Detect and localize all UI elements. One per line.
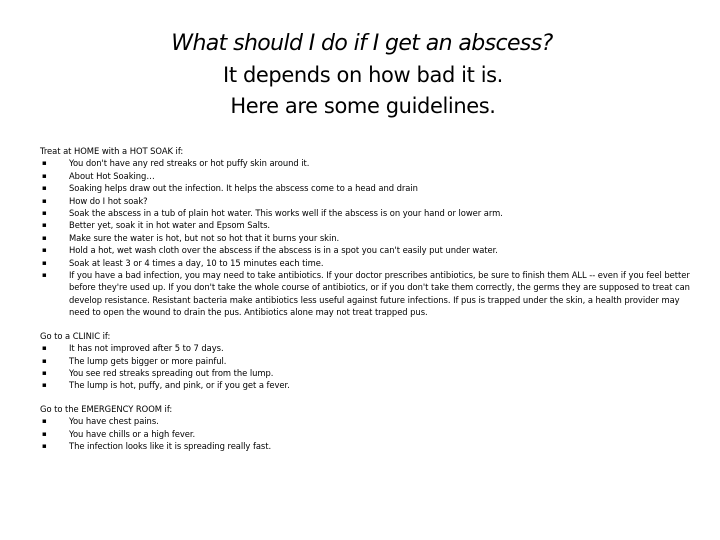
subtitle-line-1: It depends on how bad it is. xyxy=(223,63,503,87)
list-item-text: You have chest pains. xyxy=(69,416,159,427)
bullet-icon: ▪ xyxy=(42,221,47,230)
section-heading: Go to the EMERGENCY ROOM if: xyxy=(40,403,173,414)
list-item-text: Hold a hot, wet wash cloth over the abscess if the abscess is in a spot you can't easily put under water. xyxy=(69,245,498,256)
list-item-text: About Hot Soaking… xyxy=(69,170,155,181)
page-title: What should I do if I get an abscess? xyxy=(171,31,553,56)
section-clinic xyxy=(40,330,695,392)
section-home-soak xyxy=(40,145,695,319)
bullet-icon: ▪ xyxy=(42,196,47,205)
list-item-text: How do I hot soak? xyxy=(69,195,148,206)
list-item xyxy=(40,170,695,182)
list-item-text: Better yet, soak it in hot water and Epsom Salts. xyxy=(69,220,271,231)
list-item-text: It has not improved after 5 to 7 days. xyxy=(69,343,224,354)
section-emergency-room xyxy=(40,403,695,453)
bullet-icon: ▪ xyxy=(42,184,47,193)
list-item xyxy=(40,232,695,244)
bullet-icon: ▪ xyxy=(42,271,47,280)
list-item xyxy=(40,379,695,391)
bullet-icon: ▪ xyxy=(42,356,47,365)
list-item xyxy=(40,244,695,256)
list-item xyxy=(40,428,695,440)
bullet-icon: ▪ xyxy=(42,159,47,168)
bullet-icon: ▪ xyxy=(42,429,47,438)
list-item-text: Soak the abscess in a tub of plain hot water. This works well if the abscess is on your hand or lower arm. xyxy=(69,208,503,219)
bullet-icon: ▪ xyxy=(42,258,47,267)
title-block xyxy=(0,28,720,122)
list-item xyxy=(40,415,695,427)
list-item-text: The lump is hot, puffy, and pink, or if you get a fever. xyxy=(69,380,290,391)
list-item-text: You see red streaks spreading out from the lump. xyxy=(69,367,274,378)
bullet-list xyxy=(40,157,695,318)
list-item xyxy=(40,257,695,269)
list-item-text: The infection looks like it is spreading really fast. xyxy=(69,440,272,451)
bullet-icon: ▪ xyxy=(42,417,47,426)
subtitle-line-2: Here are some guidelines. xyxy=(230,94,496,118)
list-item xyxy=(40,195,695,207)
list-item-text: Make sure the water is hot, but not so hot that it burns your skin. xyxy=(69,232,340,243)
list-item-text: You don't have any red streaks or hot puffy skin around it. xyxy=(69,158,310,169)
bullet-icon: ▪ xyxy=(42,233,47,242)
list-item-text: Soaking helps draw out the infection. It helps the abscess come to a head and drain xyxy=(69,183,418,194)
list-item-text: Soak at least 3 or 4 times a day, 10 to 15 minutes each time. xyxy=(69,257,324,268)
bullet-icon: ▪ xyxy=(42,246,47,255)
bullet-icon: ▪ xyxy=(42,381,47,390)
list-item xyxy=(40,157,695,169)
bullet-list xyxy=(40,342,695,392)
list-item xyxy=(40,440,695,452)
list-item-text: You have chills or a high fever. xyxy=(69,428,196,439)
list-item xyxy=(40,207,695,219)
bullet-icon: ▪ xyxy=(42,171,47,180)
bullet-icon: ▪ xyxy=(42,441,47,450)
section-heading: Treat at HOME with a HOT SOAK if: xyxy=(40,146,184,156)
bullet-icon: ▪ xyxy=(42,209,47,218)
list-item xyxy=(40,355,695,367)
list-item xyxy=(40,269,695,319)
list-item xyxy=(40,367,695,379)
list-item xyxy=(40,342,695,354)
list-item-text: The lump gets bigger or more painful. xyxy=(69,355,227,366)
list-item xyxy=(40,182,695,194)
bullet-list xyxy=(40,415,695,452)
list-item-text: If you have a bad infection, you may need to take antibiotics. If your doctor prescribes antibiotics, be sure to finish them ALL -- even if you feel better before they're used up. If you don't take the whole course of antibiotics, or if you don't take them correctly, the germs they are supposed to treat can develop resistance. Resistant bacteria make antibiotics less useful against future infections. If pus is trapped under the skin, a health provider may need to open the wound to drain the pus. Antibiotics alone may not treat trapped pus. xyxy=(69,270,690,318)
bullet-icon: ▪ xyxy=(42,344,47,353)
bullet-icon: ▪ xyxy=(42,368,47,377)
list-item xyxy=(40,219,695,231)
guidelines-content xyxy=(40,145,695,463)
section-heading: Go to a CLINIC if: xyxy=(40,330,111,341)
